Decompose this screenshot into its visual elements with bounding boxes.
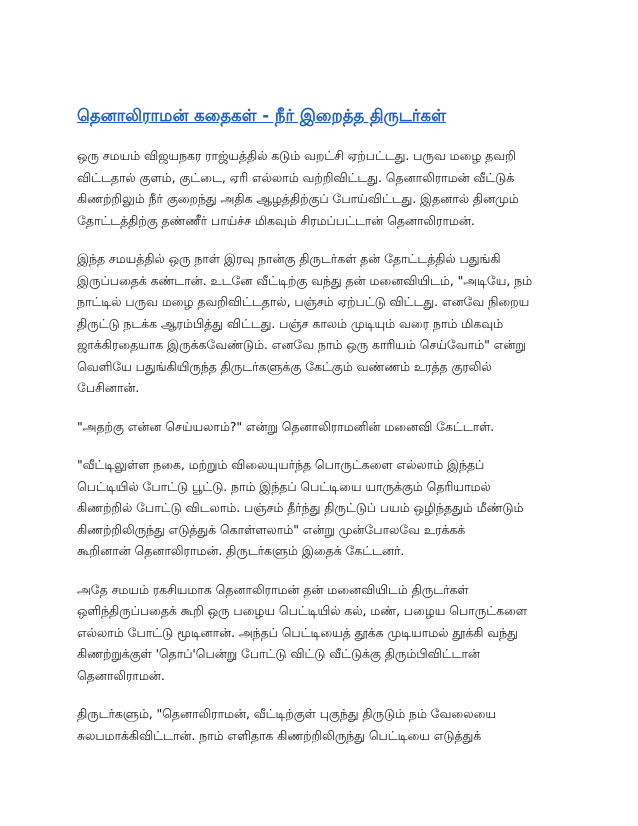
paragraph-6 <box>77 703 572 746</box>
text-line: "அதற்கு என்ன செய்யலாம்?" என்று தெனாலிராமனின் மனைவி கேட்டாள். <box>77 418 495 434</box>
text-line: கிணற்றிலிருந்து எடுத்துக் கொள்ளலாம்" என்று முன்போலவே உரக்கக் <box>77 521 466 537</box>
text-line: இருப்பதைக் கண்டான். உடனே வீட்டிற்கு வந்து தன் மனைவியிடம், "அடியே, நம் <box>77 272 533 288</box>
text-line: தெனாலிராமன். <box>77 667 165 683</box>
text-line: திருடர்களும், "தெனாலிராமன், வீட்டிற்குள் புகுந்து திருடும் நம் வேலையை <box>77 706 496 721</box>
paragraph-3 <box>77 416 572 438</box>
text-line: பெட்டியில் போட்டு பூட்டு. நாம் இந்தப் பெட்டியை யாருக்கும் தெரியாமல் <box>77 478 491 494</box>
text-line: ஒளிந்திருப்பதைக் கூறி ஒரு பழைய பெட்டியில் கல், மண், பழைய பொருட்களை <box>77 603 527 618</box>
text-line: கிணற்றிலும் நீர் குறைந்து அதிக ஆழத்திற்குப் போய்விட்டது. இதனால் தினமும் <box>77 191 519 206</box>
text-line: எல்லாம் போட்டு மூடினான். அந்தப் பெட்டியைத் தூக்க முடியாமல் தூக்கி வந்து <box>77 624 518 640</box>
text-line: திருட்டு நடக்க ஆரம்பித்து விட்டது. பஞ்ச காலம் முடியும் வரை நாம் மிகவும் <box>77 315 504 331</box>
text-line: பேசினான். <box>77 380 140 395</box>
text-line: தோட்டத்திற்கு தண்ணீர் பாய்ச்ச மிகவும் சிரமப்பட்டான் தெனாலிராமன். <box>77 212 475 228</box>
text-line: விட்டதால் குளம், குட்டை, ஏரி எல்லாம் வற்றிவிட்டது. தெனாலிராமன் வீட்டுக் <box>77 169 515 185</box>
text-line: ஒரு சமயம் விஜயநகர ராஜ்யத்தில் கடும் வறட்சி ஏற்பட்டது. பருவ மழை தவறி <box>77 148 516 163</box>
text-line: "வீட்டிலுள்ள நகை, மற்றும் விலையுயர்ந்த பொருட்களை எல்லாம் இந்தப் <box>77 457 485 472</box>
text-line: ஜாக்கிரதையாக இருக்கவேண்டும். எனவே நாம் ஒரு காரியம் செய்வோம்" என்று <box>77 337 526 352</box>
text-line: கிணற்றில் போட்டு விடலாம். பஞ்சம் தீர்ந்து திருட்டுப் பயம் ஒழிந்ததும் மீண்டும் <box>77 500 524 515</box>
text-line: சுலபமாக்கிவிட்டான். நாம் எளிதாக கிணற்றிலிருந்து பெட்டியை எடுத்துக் <box>77 727 482 743</box>
text-line: கூறினான் தெனாலிராமன். திருடர்களும் இதைக் கேட்டனர். <box>77 543 405 558</box>
paragraph-4 <box>77 454 572 562</box>
paragraph-1 <box>77 145 572 231</box>
document-page <box>77 104 572 763</box>
text-line: கிணற்றுக்குள் 'தொப்'பென்று போட்டு விட்டு வீட்டுக்கு திரும்பிவிட்டான் <box>77 646 480 661</box>
text-line: நாட்டில் பருவ மழை தவறிவிட்டதால், பஞ்சம் ஏற்பட்டு விட்டது. எனவே நிறைய <box>77 294 530 309</box>
text-line: இந்த சமயத்தில் ஒரு நாள் இரவு நான்கு திருடர்கள் தன் தோட்டத்தில் பதுங்கி <box>77 251 501 266</box>
paragraph-5 <box>77 579 572 687</box>
story-title-link[interactable]: தெனாலிராமன் கதைகள் - நீர் இறைத்த திருடர்கள் <box>77 106 446 125</box>
paragraph-2 <box>77 248 572 399</box>
text-line: வெளியே பதுங்கியிருந்த திருடர்களுக்கு கேட்கும் வண்ணம் உரத்த குரலில் <box>77 358 492 374</box>
text-line: அதே சமயம் ரகசியமாக தெனாலிராமன் தன் மனைவியிடம் திருடர்கள் <box>77 581 469 597</box>
